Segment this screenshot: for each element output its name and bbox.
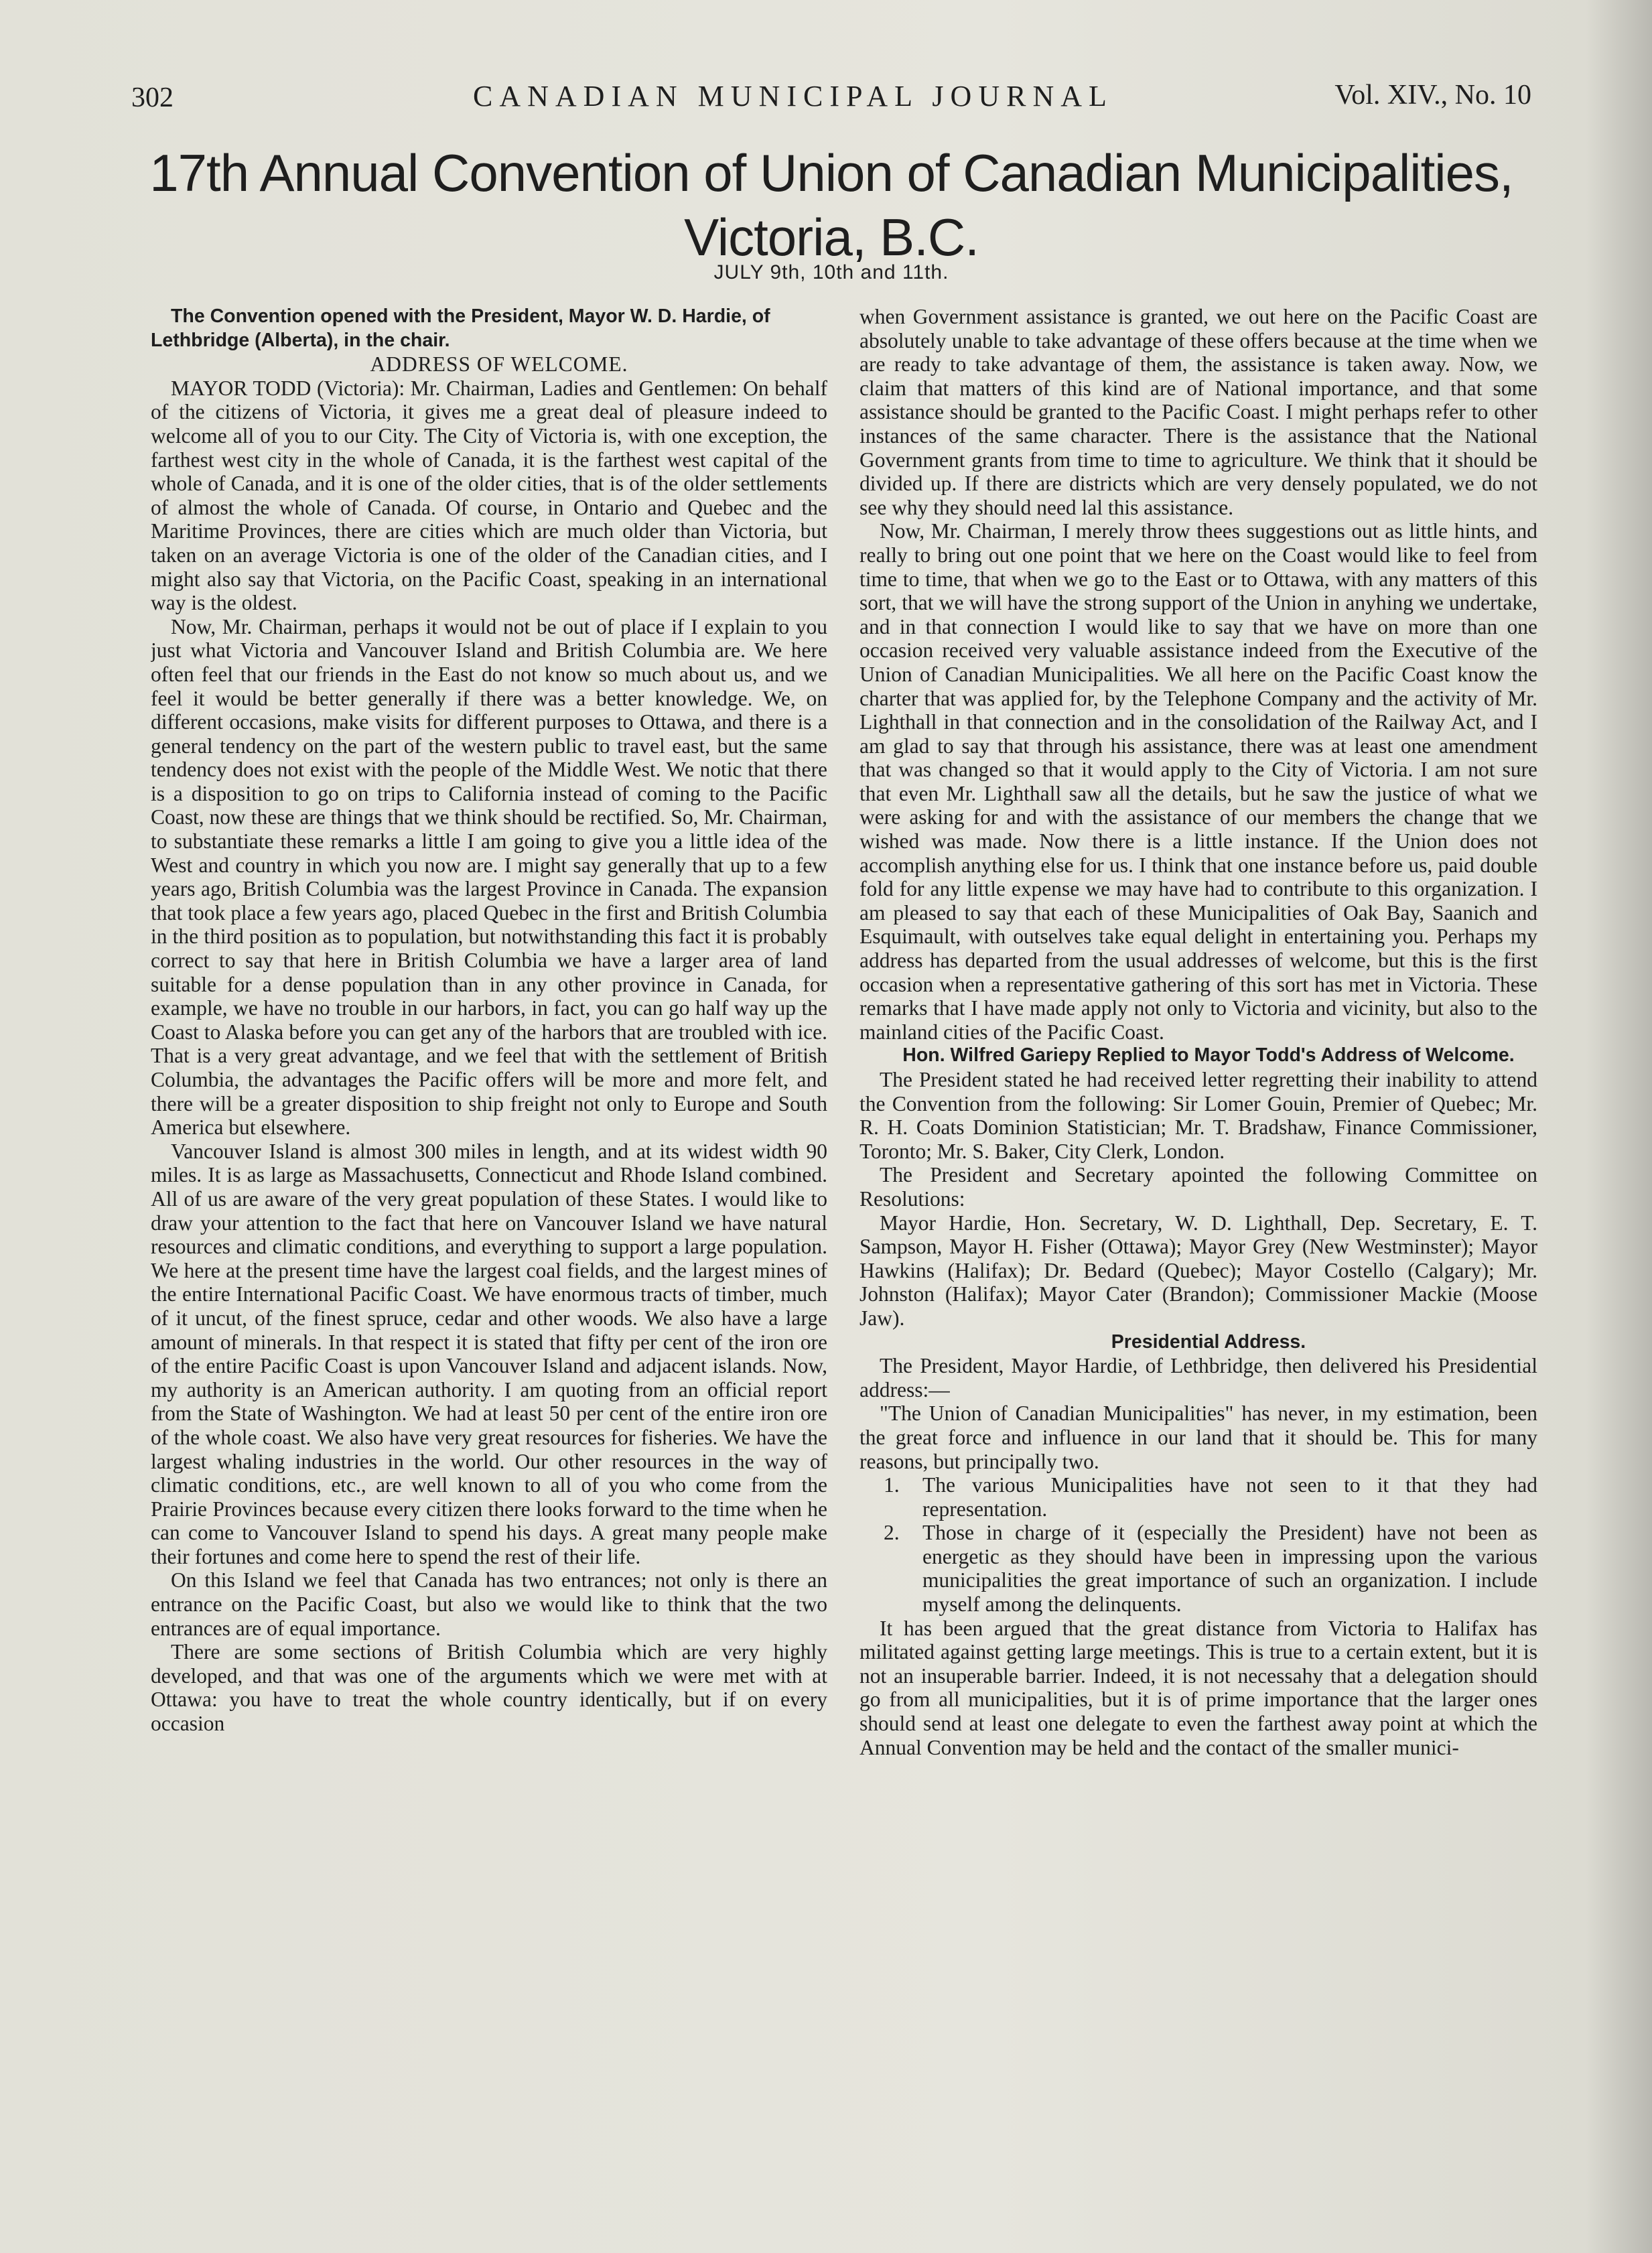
- right-paragraph: when Government assistance is granted, we out here on the Pacific Coast are absolutely unable to take advantage of these offers because at the time when we are ready to take advantage of them, the assistance is taken away. Now, we claim that matters of this kind are of National importance, and that some assistance should be granted to the Pacific Coast. I might perhaps refer to other instances of the same character. There is the assistance that the National Government grants from time to time to agriculture. We think that it should be divided up. If there are districts which are very densely populated, we do not see why they should need lal this assistance.: [859, 305, 1537, 519]
- right-column: [859, 305, 1537, 2201]
- right-paragraph: Now, Mr. Chairman, I merely throw thees suggestions out as little hints, and really to bring out one point that we here on the Coast would like to feel from time to time, that when we go to the East or to Ottawa, with any matters of this sort, that we will have the strong support of the Union in anyhing we undertake, and in that connection I would like to say that we have on more than one occasion received very valuable assistance indeed from the Executive of the Union of Canadian Municipalities. We all here on the Pacific Coast know the charter that was applied for, by the Telephone Company and the activity of Mr. Lighthall in that connection and in the consolidation of the Railway Act, and I am glad to say that through his assistance, there was at least one amendment that was changed so that it would apply to the City of Victoria. I am not sure that even Mr. Lighthall saw all the details, but he saw the justice of what we were asking for and with the assistance of our members the change that we wished was made. Now there is a little instance. If the Union does not accomplish anything else for us. I think that one instance before us, paid double fold for any little expense we may have had to contribute to this organization. I am pleased to say that each of these Municipalities of Oak Bay, Saanich and Esquimault, with outselves take equal delight in entertaining you. Perhaps my address has departed from the usual addresses of welcome, but this is the first occasion when a representative gathering of this sort has met in Victoria. These remarks that I have made apply not only to Victoria and vicinity, but also to the mainland cities of the Pacific Coast.: [859, 519, 1537, 1044]
- reply-heading: Hon. Wilfred Gariepy Replied to Mayor Todd's Address of Welcome.: [902, 1044, 1515, 1067]
- left-paragraph: Vancouver Island is almost 300 miles in length, and at its widest width 90 miles. It is as large as Massachusetts, Connecticut and Rhode Island combined. All of us are aware of the very great population of these States. I would like to draw your attention to the fact that here on Vancouver Island we have natural resources and climatic conditions, and everything to support a large population. We here at the present time have the largest coal fields, and the largest mines of the entire International Pacific Coast. We have enormous tracts of timber, much of it uncut, of the finest spruce, cedar and other woods. We also have a large amount of minerals. In that respect it is stated that fifty per cent of the iron ore of the entire Pacific Coast is upon Vancouver Island and adjacent islands. Now, my authority is an American authority. I am quoting from an official report from the State of Washington. We had at least 50 per cent of the entire iron ore of the whole coast. We also have very great resources for fisheries. We have the largest whaling industries in the world. Our other resources in the way of climatic conditions, etc., are well known to all of you who come from the Prairie Provinces because every citizen there looks forward to the time when he can come to Vancouver Island to spend his days. A great many people make their fortunes and come here to spend the rest of their life.: [151, 1139, 827, 1568]
- convention-dates: JULY 9th, 10th and 11th.: [713, 261, 949, 283]
- journal-name: CANADIAN MUNICIPAL JOURNAL: [473, 80, 1113, 113]
- left-paragraph: On this Island we feel that Canada has two entrances; not only is there an entrance on the Pacific Coast, but also we would like to think that the two entrances are of equal importance.: [151, 1568, 827, 1640]
- opening-statement: The Convention opened with the President, Mayor W. D. Hardie, of Lethbridge (Alberta), in the chair.: [151, 305, 770, 351]
- left-paragraph: Now, Mr. Chairman, perhaps it would not be out of place if I explain to you just what Victoria and Vancouver Island and British Columbia are. We here often feel that our friends in the East do not know so much about us, and we feel it would be better generally if there was a better knowledge. We, on different occasions, make visits for different purposes to Ottawa, and there is a general tendency on the part of the western public to travel east, but the same tendency does not exist with the people of the Middle West. We notic that there is a disposition to go on trips to California instead of coming to the Pacific Coast, now these are things that we think should be rectified. So, Mr. Chairman, to substantiate these remarks a little I am going to give you a little idea of the West and country in which you now are. I might say generally that up to a few years ago, British Columbia was the largest Province in Canada. The expansion that took place a few years ago, placed Quebec in the first and British Columbia in the third position as to population, but notwithstanding this fact it is probably correct to say that here in British Columbia we have a larger area of land suitable for a dense population than in any other province in Canada, for example, we have no trouble in our harbors, in fact, you can go half way up the Coast to Alaska before you can get any of the harbors that are troubled with ice. That is a very great advantage, and we feel that with the settlement of British Columbia, the advantages the Pacific offers will be more and more felt, and there will be a greater disposition to ship freight not only to Europe and South America but elsewhere.: [151, 614, 827, 1140]
- welcome-heading: ADDRESS OF WELCOME.: [370, 352, 628, 377]
- running-header: [131, 75, 1531, 122]
- left-paragraph: There are some sections of British Columbia which are very highly developed, and that was one of the arguments which we were met with at Ottawa: you have to treat the whole country identically, but if on every occasion: [151, 1640, 827, 1736]
- committee-list: Mayor Hardie, Hon. Secretary, W. D. Lighthall, Dep. Secretary, E. T. Sampson, Mayor H. Fisher (Ottawa); Mayor Grey (New Westminster); Mayor Hawkins (Halifax); Dr. Bedard (Quebec); Mayor Costello (Calgary); Mr. Johnston (Halifax); Mayor Cater (Brandon); Commissioner Mackie (Moose Jaw).: [859, 1211, 1537, 1330]
- left-column: [151, 305, 827, 2201]
- presidential-heading: Presidential Address.: [1111, 1330, 1306, 1353]
- volume-number: Vol. XIV., No. 10: [1334, 80, 1531, 111]
- right-paragraph: The President, Mayor Hardie, of Lethbridge, then delivered his Presidential address:—: [859, 1354, 1537, 1402]
- list-item: [859, 1521, 1537, 1616]
- page-number: 302: [131, 82, 174, 113]
- right-paragraph: The President and Secretary apointed the following Committee on Resolutions:: [859, 1163, 1537, 1211]
- list-number: 1.: [884, 1473, 900, 1497]
- list-number: 2.: [884, 1521, 900, 1545]
- list-item-text: The various Municipalities have not seen to it that they had representation.: [922, 1473, 1537, 1521]
- reasons-list: [859, 1473, 1537, 1617]
- article-title: 17th Annual Convention of Union of Canadian Municipalities, Victoria, B.C.: [149, 143, 1513, 267]
- right-paragraph: The President stated he had received letter regretting their inability to attend the Convention from the following: Sir Lomer Gouin, Premier of Quebec; Mr. R. H. Coats Dominion Statistician; Mr. T. Bradshaw, Finance Commissioner, Toronto; Mr. S. Baker, City Clerk, London.: [859, 1068, 1537, 1163]
- list-item-text: Those in charge of it (especially the President) have not been as energetic as they should have been in impressing upon the various municipalities the great importance of such an organization. I include myself among the delinquents.: [922, 1521, 1537, 1617]
- right-paragraph: "The Union of Canadian Municipalities" has never, in my estimation, been the great force and influence in our land that it should be. This for many reasons, but principally two.: [859, 1402, 1537, 1473]
- list-item: [859, 1473, 1537, 1521]
- right-paragraph: It has been argued that the great distance from Victoria to Halifax has militated against getting large meetings. This is true to a certain extent, but it is not an insuperable barrier. Indeed, it is not necessahy that a delegation should go from all municipalities, but it is of prime importance that the larger ones should send at least one delegate to even the farthest away point at which the Annual Convention may be held and the contact of the smaller munici-: [859, 1616, 1537, 1759]
- left-paragraph: MAYOR TODD (Victoria): Mr. Chairman, Ladies and Gentlemen: On behalf of the citizens of Victoria, it gives me a great deal of pleasure indeed to welcome all of you to our City. The City of Victoria is, with one exception, the farthest west city in the whole of Canada, it is the farthest west capital of the whole of Canada, and it is one of the older cities, that is of the older settlements of almost the whole of Canada. Of course, in Ontario and Quebec and the Maritime Provinces, there are cities which are much older than Victoria, but taken on an average Victoria is one of the older of the Canadian cities, and I might also say that Victoria, on the Pacific Coast, speaking in an international way is the oldest.: [151, 376, 827, 615]
